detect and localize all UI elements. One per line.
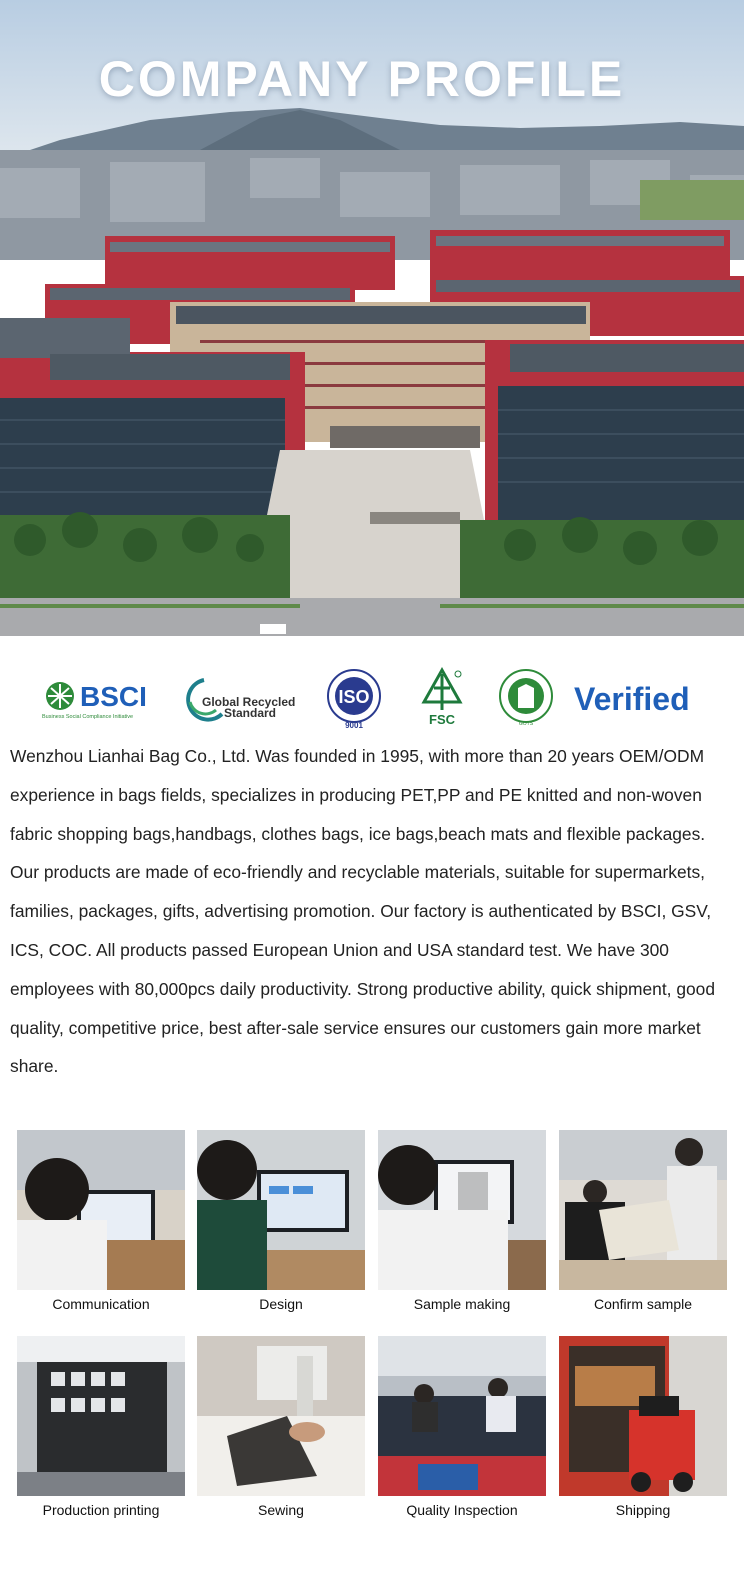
iso-number: 9001 <box>345 721 363 730</box>
step-label: Confirm sample <box>593 1296 693 1312</box>
grs-logo <box>182 662 297 742</box>
step-label: Communication <box>52 1296 150 1312</box>
step-label: Production printing <box>42 1502 160 1518</box>
hero-banner <box>0 0 744 636</box>
shipping-photo <box>559 1336 727 1496</box>
company-description: Wenzhou Lianhai Bag Co., Ltd. Was founded in 1995, with more than 20 years OEM/ODM experience in bags fields, specializes in producing PET,PP and PE knitted and non-woven fabric shopping bags,handbags, clothes bags, ice bags,beach mats and flexible packages. Our products are made of eco-friendly and recyclable materials, suitable for supermarkets, families, packages, gifts, advertising promotion. Our factory is authenticated by BSCI, GSV, ICS, COC. All products passed European Union and USA standard test. We have 300 employees with 80,000pcs daily productivity. Strong productive ability, quick shipment, good quality, competitive price, best after-sale service ensures our customers gain more market share. <box>10 746 716 1077</box>
bsci-subtext: Business Social Compliance Initiative <box>42 714 134 720</box>
iso-9001-logo <box>326 662 386 742</box>
process-step-sample-making <box>378 1130 546 1312</box>
process-step-design <box>197 1130 365 1312</box>
step-label: Design <box>259 1296 303 1312</box>
quality-inspection-photo <box>378 1336 546 1496</box>
process-step-sewing <box>197 1336 365 1518</box>
process-step-quality-inspection <box>378 1336 546 1518</box>
production-printing-photo <box>17 1336 185 1496</box>
step-label: Shipping <box>615 1502 671 1518</box>
process-step-communication <box>17 1130 185 1312</box>
step-label: Sewing <box>258 1502 304 1518</box>
certification-logos <box>0 662 744 742</box>
gots-text: GOTS <box>518 721 534 727</box>
fsc-text: FSC <box>429 712 455 727</box>
verified-logo <box>574 662 706 742</box>
process-step-production-printing <box>17 1336 185 1518</box>
confirm-sample-photo <box>559 1130 727 1290</box>
communication-photo <box>17 1130 185 1290</box>
grs-text-line2: Standard <box>224 706 277 720</box>
sewing-photo <box>197 1336 365 1496</box>
iso-text: ISO <box>338 687 370 707</box>
verified-text: Verified <box>574 681 690 717</box>
bsci-text: BSCI <box>80 681 147 712</box>
grs-text-line1: Global Recycled <box>202 695 296 709</box>
design-photo <box>197 1130 365 1290</box>
step-label: Sample making <box>413 1296 511 1312</box>
bsci-logo <box>40 662 150 742</box>
process-step-confirm-sample <box>559 1130 727 1312</box>
gots-logo <box>498 662 558 742</box>
process-step-shipping <box>559 1336 727 1518</box>
step-label: Quality Inspection <box>406 1502 518 1518</box>
page-title: COMPANY PROFILE <box>98 51 626 107</box>
sample-making-photo <box>378 1130 546 1290</box>
fsc-logo <box>414 662 470 742</box>
